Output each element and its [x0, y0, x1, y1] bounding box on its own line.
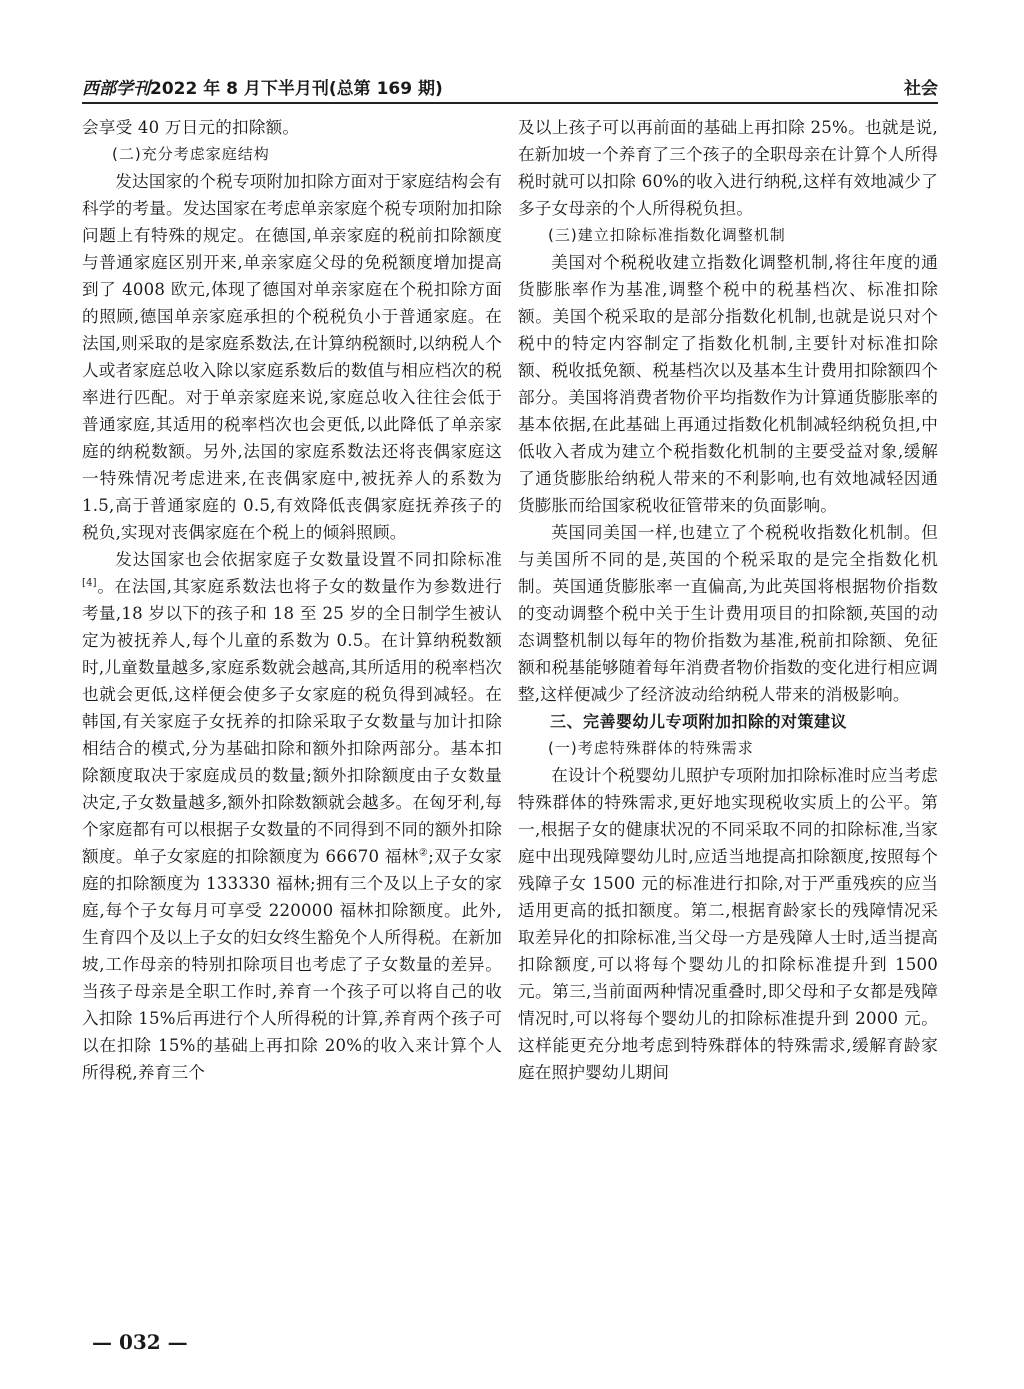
- left-column: [82, 114, 502, 1086]
- paragraph: 会享受 40 万日元的扣除额。: [82, 118, 300, 137]
- text-run: 。在法国,其家庭系数法也将子女的数量作为参数进行考量,18 岁以下的孩子和 18 至 25 岁的全日制学生被认定为被抚养人,每个儿童的系数为 0.5。在计算纳税数额时,儿童数量越多,家庭系数就会越高,其所适用的税率档次也就会更低,这样便会使多子女家庭的税负得到减轻。在韩国,有关家庭子女抚养的扣除采取子女数量与加计扣除相结合的模式,分为基础扣除和额外扣除两部分。基本扣除额度取决于家庭成员的数量;额外扣除额度由子女数量决定,子女数量越多,额外扣除数额就会越多。在匈牙利,每个家庭都有可以根据子女数量的不同得到不同的额外扣除额度。单子女家庭的扣除额度为 66670 福林: [82, 577, 502, 866]
- subsection-heading: (三)建立扣除标准指数化调整机制: [548, 226, 786, 244]
- journal-logo: 西部学刊: [82, 79, 150, 99]
- section-heading: 三、完善婴幼儿专项附加扣除的对策建议: [550, 712, 848, 731]
- footnote-marker: ②: [418, 847, 429, 859]
- subsection-heading: (二)充分考虑家庭结构: [112, 145, 270, 163]
- page-header: [82, 66, 938, 104]
- paragraph: 及以上孩子可以再前面的基础上再扣除 25%。也就是说,在新加坡一个养育了三个孩子的全职母亲在计算个人所得税时就可以扣除 60%的收入进行纳税,这样有效地减少了多子女母亲的个人所得税负担。: [518, 118, 938, 218]
- paragraph: 在设计个税婴幼儿照护专项附加扣除标准时应当考虑特殊群体的特殊需求,更好地实现税收实质上的公平。第一,根据子女的健康状况的不同采取不同的扣除标准,当家庭中出现残障婴幼儿时,应适当地提高扣除额度,按照每个残障子女 1500 元的标准进行扣除,对于严重残疾的应当适用更高的抵扣额度。第二,根据育龄家长的残障情况采取差异化的扣除标准,当父母一方是残障人士时,适当提高扣除额度,可以将每个婴幼儿的扣除标准提升到 1500 元。第三,当前面两种情况重叠时,即父母和子女都是残障情况时,可以将每个婴幼儿的扣除标准提升到 2000 元。这样能更充分地考虑到特殊群体的特殊需求,缓解育龄家庭在照护婴幼儿期间: [518, 766, 938, 1082]
- citation-ref: [4]: [82, 577, 97, 589]
- paragraph: 英国同美国一样,也建立了个税税收指数化机制。但与美国所不同的是,英国的个税采取的是完全指数化机制。英国通货膨胀率一直偏高,为此英国将根据物价指数的变动调整个税中关于生计费用项目的扣除额,英国的动态调整机制以每年的物价指数为基准,税前扣除额、免征额和税基能够随着每年消费者物价指数的变化进行相应调整,这样便减少了经济波动给纳税人带来的消极影响。: [518, 523, 938, 704]
- text-run: 发达国家也会依据家庭子女数量设置不同扣除标准: [115, 550, 502, 569]
- page-number: — 032 —: [92, 1330, 188, 1354]
- paragraph: [82, 546, 502, 1086]
- journal-issue-title: [82, 74, 443, 99]
- text-run: ;双子女家庭的扣除额度为 133330 福林;拥有三个及以上子女的家庭,每个子女每月可享受 220000 福林扣除额度。此外,生育四个及以上子女的妇女终生豁免个人所得税。在新加坡,工作母亲的特别扣除项目也考虑了子女数量的差异。当孩子母亲是全职工作时,养育一个孩子可以将自己的收入扣除 15%后再进行个人所得税的计算,养育两个孩子可以在扣除 15%的基础上再扣除 20%的收入来计算个人所得税,养育三个: [82, 847, 503, 1082]
- paragraph: 美国对个税税收建立指数化调整机制,将往年度的通货膨胀率作为基准,调整个税中的税基档次、标准扣除额。美国个税采取的是部分指数化机制,也就是说只对个税中的特定内容制定了指数化机制,主要针对标准扣除额、税收抵免额、税基档次以及基本生计费用扣除额四个部分。美国将消费者物价平均指数作为计算通货膨胀率的基本依据,在此基础上再通过指数化机制减轻纳税负担,中低收入者成为建立个税指数化机制的主要受益对象,缓解了通货膨胀给纳税人带来的不利影响,也有效地减轻因通货膨胀而给国家税收征管带来的负面影响。: [518, 253, 938, 515]
- issue-label: 2022 年 8 月下半月刊(总第 169 期): [150, 79, 443, 99]
- paragraph: 发达国家的个税专项附加扣除方面对于家庭结构会有科学的考量。发达国家在考虑单亲家庭个税专项附加扣除问题上有特殊的规定。在德国,单亲家庭的税前扣除额度与普通家庭区别开来,单亲家庭父母的免税额度增加提高到了 4008 欧元,体现了德国对单亲家庭在个税扣除方面的照顾,德国单亲家庭承担的个税税负小于普通家庭。在法国,则采取的是家庭系数法,在计算纳税额时,以纳税人个人或者家庭总收入除以家庭系数后的数值与相应档次的税率进行匹配。对于单亲家庭来说,家庭总收入往往会低于普通家庭,其适用的税率档次也会更低,以此降低了单亲家庭的纳税数额。另外,法国的家庭系数法还将丧偶家庭这一特殊情况考虑进来,在丧偶家庭中,被抚养人的系数为 1.5,高于普通家庭的 0.5,有效降低丧偶家庭抚养孩子的税负,实现对丧偶家庭在个税上的倾斜照顾。: [82, 172, 502, 542]
- header-divider: [82, 102, 938, 104]
- right-column: [518, 114, 938, 1086]
- section-label: 社会: [904, 79, 938, 99]
- subsection-heading: (一)考虑特殊群体的特殊需求: [548, 739, 754, 757]
